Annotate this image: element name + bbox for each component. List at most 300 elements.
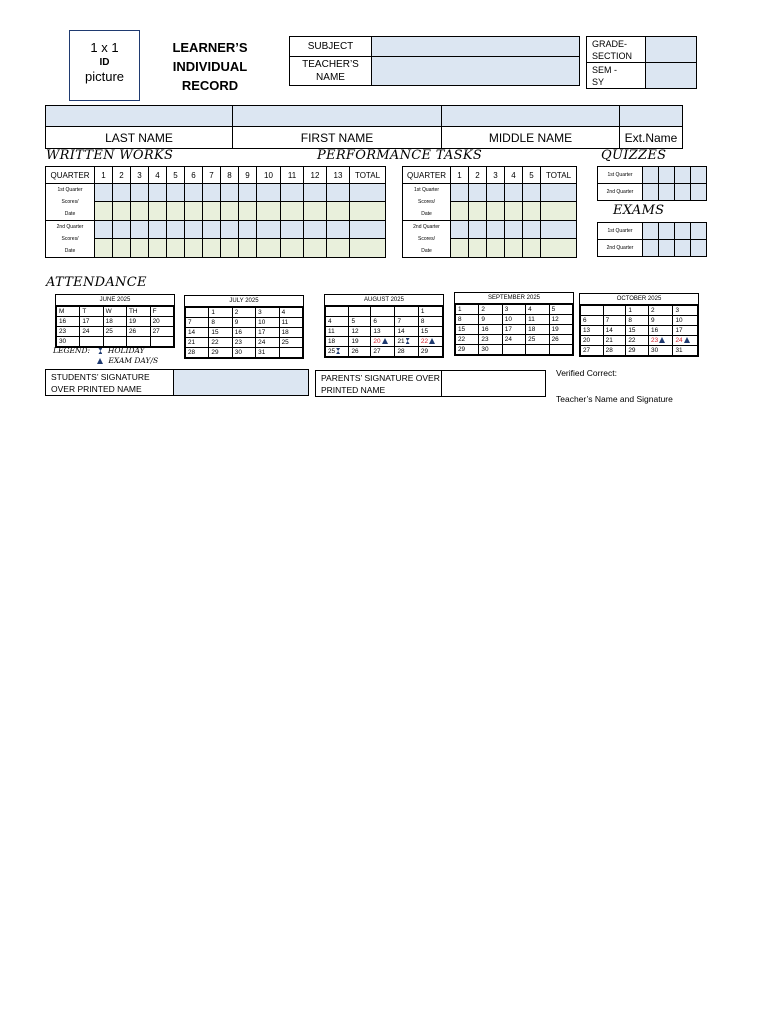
calendar-day: 23 xyxy=(57,327,80,337)
calendar-day: 20 xyxy=(150,317,173,327)
pt-date-cell[interactable] xyxy=(505,238,523,257)
calendar-day: 13 xyxy=(371,327,395,337)
ww-score-cell[interactable] xyxy=(304,184,327,202)
quiz-score-cell[interactable] xyxy=(691,167,707,184)
calendar-day: 28 xyxy=(186,348,209,358)
hourglass-icon xyxy=(98,348,102,354)
calendar-june xyxy=(55,294,175,348)
pt-quarter-header: QUARTER xyxy=(403,167,451,184)
ww-date-cell[interactable] xyxy=(167,238,185,257)
calendar-day: 8 xyxy=(418,317,442,327)
ww-date-cell[interactable] xyxy=(203,238,221,257)
calendar-day-number: 25 xyxy=(328,348,336,355)
exam-score-cell[interactable] xyxy=(675,223,691,240)
calendar-day: 31 xyxy=(256,348,279,358)
performance-tasks-table xyxy=(402,166,577,258)
exam-q1-label: 1st Quarter xyxy=(598,223,643,240)
ww-total-cell[interactable] xyxy=(350,184,386,202)
last-name-label: LAST NAME xyxy=(46,127,233,149)
calendar-day: 28 xyxy=(603,346,626,356)
calendar-day: 25 xyxy=(103,327,126,337)
page-title: LEARNER’S INDIVIDUAL RECORD xyxy=(172,40,248,93)
parent-signature-table xyxy=(315,370,546,397)
calendar-day: 19 xyxy=(126,317,150,327)
ww-q1-label: 1st Quarter Scores/ Date xyxy=(46,184,95,221)
ww-score-cell[interactable] xyxy=(239,184,257,202)
ww-score-cell[interactable] xyxy=(281,221,304,239)
calendar-day: 27 xyxy=(371,347,395,357)
pt-score-cell[interactable] xyxy=(523,221,541,239)
calendar-day: 30 xyxy=(232,348,255,358)
ww-date-cell[interactable] xyxy=(304,201,327,220)
student-signature-table xyxy=(45,369,309,396)
weekday-header: T xyxy=(80,307,103,317)
student-signature-label: STUDENTS’ SIGNATURE OVER PRINTED NAME xyxy=(46,370,174,396)
ww-col-header: 12 xyxy=(304,167,327,184)
calendar-day: 30 xyxy=(479,345,502,355)
calendar-day: 29 xyxy=(626,346,649,356)
ww-col-header: 13 xyxy=(327,167,350,184)
calendar-day-exam xyxy=(649,336,673,346)
calendar-month-title: JULY 2025 xyxy=(185,296,303,307)
legend-exam: EXAM DAY/S xyxy=(108,356,159,365)
calendar-day: 24 xyxy=(256,338,279,348)
calendar-day: 21 xyxy=(603,336,626,346)
legend xyxy=(53,346,158,366)
calendar-day: 5 xyxy=(549,305,572,315)
quiz-q1-label: 1st Quarter xyxy=(598,167,643,184)
pt-date-cell[interactable] xyxy=(487,238,505,257)
calendar-day: 14 xyxy=(603,326,626,336)
exam-score-cell[interactable] xyxy=(659,240,675,257)
ww-date-cell[interactable] xyxy=(304,238,327,257)
pt-col-header: 4 xyxy=(505,167,523,184)
ww-score-cell[interactable] xyxy=(281,184,304,202)
ww-date-cell[interactable] xyxy=(113,238,131,257)
ww-col-header: 8 xyxy=(221,167,239,184)
weekday-header: M xyxy=(57,307,80,317)
calendar-day: 29 xyxy=(209,348,232,358)
calendar-day: 19 xyxy=(349,337,371,347)
calendar-day: 11 xyxy=(279,318,302,328)
calendar-day: 29 xyxy=(418,347,442,357)
ww-score-cell[interactable] xyxy=(221,184,239,202)
calendar-day: 23 xyxy=(232,338,255,348)
parent-signature-field[interactable] xyxy=(442,371,546,397)
ww-score-cell[interactable] xyxy=(257,221,281,239)
id-size-label: 1 x 1 xyxy=(90,40,119,55)
ww-date-cell[interactable] xyxy=(203,201,221,220)
calendar-day xyxy=(526,345,549,355)
calendar-day: 8 xyxy=(626,316,649,326)
pt-col-header: 5 xyxy=(523,167,541,184)
calendar-day: 11 xyxy=(326,327,349,337)
ww-score-cell[interactable] xyxy=(203,184,221,202)
pt-date-cell[interactable] xyxy=(523,238,541,257)
calendar-day: 29 xyxy=(456,345,479,355)
ww-date-cell[interactable] xyxy=(95,201,113,220)
quiz-score-cell[interactable] xyxy=(659,167,675,184)
ww-score-cell[interactable] xyxy=(185,184,203,202)
calendar-day: 5 xyxy=(349,317,371,327)
calendar-day xyxy=(581,306,604,316)
calendar-day: 15 xyxy=(209,328,232,338)
calendar-day: 9 xyxy=(232,318,255,328)
ww-date-cell[interactable] xyxy=(281,201,304,220)
grade-sem-table xyxy=(586,36,697,89)
calendar-day: 6 xyxy=(371,317,395,327)
pt-date-cell[interactable] xyxy=(505,201,523,220)
calendar-day: 4 xyxy=(526,305,549,315)
sem-sy-label: SEM - SY xyxy=(587,63,646,89)
calendar-day: 6 xyxy=(581,316,604,326)
written-works-title: WRITTEN WORKS xyxy=(46,148,174,163)
id-label: ID xyxy=(99,57,110,68)
ww-date-cell[interactable] xyxy=(281,238,304,257)
ww-date-cell[interactable] xyxy=(327,201,350,220)
pt-date-cell[interactable] xyxy=(469,238,487,257)
ww-date-cell[interactable] xyxy=(327,238,350,257)
written-works-table xyxy=(45,166,386,258)
grade-section-label: GRADE- SECTION xyxy=(587,37,646,63)
calendar-september xyxy=(454,292,574,356)
calendar-day: 20 xyxy=(581,336,604,346)
calendar-day-number: 24 xyxy=(675,337,683,344)
attendance-title: ATTENDANCE xyxy=(46,275,147,290)
calendar-day: 17 xyxy=(502,325,525,335)
calendar-day: 2 xyxy=(479,305,502,315)
calendar-day: 22 xyxy=(626,336,649,346)
calendar-day: 2 xyxy=(649,306,673,316)
subject-teacher-table xyxy=(289,36,580,86)
calendar-day: 12 xyxy=(349,327,371,337)
calendar-day: 15 xyxy=(456,325,479,335)
calendar-october xyxy=(579,293,699,357)
quiz-score-cell[interactable] xyxy=(643,167,659,184)
ww-date-cell[interactable] xyxy=(149,201,167,220)
calendar-day: 26 xyxy=(549,335,572,345)
ww-score-cell[interactable] xyxy=(185,221,203,239)
teacher-name-label: TEACHER’S NAME xyxy=(290,57,372,86)
calendar-day: 11 xyxy=(526,315,549,325)
ww-date-cell[interactable] xyxy=(239,238,257,257)
ww-score-cell[interactable] xyxy=(149,221,167,239)
ww-col-header: 1 xyxy=(95,167,113,184)
calendar-day: 22 xyxy=(209,338,232,348)
pt-score-cell[interactable] xyxy=(487,184,505,202)
calendar-day xyxy=(371,307,395,317)
ww-score-cell[interactable] xyxy=(167,221,185,239)
ww-total-cell[interactable] xyxy=(350,221,386,239)
pt-col-header: 2 xyxy=(469,167,487,184)
middle-name-field[interactable] xyxy=(442,106,620,127)
pt-total-cell[interactable] xyxy=(541,184,577,202)
ww-date-cell[interactable] xyxy=(239,201,257,220)
verified-correct-label: Verified Correct: xyxy=(556,368,617,378)
calendar-day xyxy=(349,307,371,317)
calendar-day: 30 xyxy=(57,337,80,347)
pt-score-cell[interactable] xyxy=(451,184,469,202)
ww-col-header: 7 xyxy=(203,167,221,184)
ww-date-cell[interactable] xyxy=(221,238,239,257)
calendar-day: 26 xyxy=(126,327,150,337)
calendar-day: 4 xyxy=(279,308,302,318)
calendar-day: 27 xyxy=(150,327,173,337)
calendar-day: 18 xyxy=(526,325,549,335)
sem-sy-field[interactable] xyxy=(646,63,697,89)
middle-name-label: MIDDLE NAME xyxy=(442,127,620,149)
calendar-day: 8 xyxy=(456,315,479,325)
calendar-day-number: 21 xyxy=(397,338,405,345)
ww-quarter-header: QUARTER xyxy=(46,167,95,184)
calendar-day: 26 xyxy=(349,347,371,357)
calendar-day: 19 xyxy=(549,325,572,335)
calendar-day xyxy=(395,307,418,317)
calendar-day: 1 xyxy=(418,307,442,317)
pt-score-cell[interactable] xyxy=(505,221,523,239)
ww-date-cell[interactable] xyxy=(167,201,185,220)
ww-col-header: 9 xyxy=(239,167,257,184)
pt-date-cell[interactable] xyxy=(523,201,541,220)
pt-total-header: TOTAL xyxy=(541,167,577,184)
last-name-field[interactable] xyxy=(46,106,233,127)
grade-section-field[interactable] xyxy=(646,37,697,63)
legend-label: LEGEND: xyxy=(53,346,91,355)
calendar-day: 3 xyxy=(502,305,525,315)
pt-date-cell[interactable] xyxy=(451,201,469,220)
pt-date-cell[interactable] xyxy=(487,201,505,220)
calendar-day: 28 xyxy=(395,347,418,357)
quizzes-title: QUIZZES xyxy=(601,148,667,163)
pt-total-cell[interactable] xyxy=(541,221,577,239)
calendar-day-holiday xyxy=(326,347,349,357)
calendar-day: 7 xyxy=(395,317,418,327)
ww-date-cell[interactable] xyxy=(131,201,149,220)
exam-q2-label: 2nd Quarter xyxy=(598,240,643,257)
calendar-day: 27 xyxy=(581,346,604,356)
ext-name-field[interactable] xyxy=(620,106,683,127)
pt-score-cell[interactable] xyxy=(523,184,541,202)
pt-q2-label: 2nd Quarter Scores/ Date xyxy=(403,221,451,258)
ww-date-cell[interactable] xyxy=(221,201,239,220)
ww-date-cell[interactable] xyxy=(95,238,113,257)
calendar-day: 4 xyxy=(326,317,349,327)
ww-date-cell[interactable] xyxy=(185,238,203,257)
ww-col-header: 5 xyxy=(167,167,185,184)
calendar-month-title: JUNE 2025 xyxy=(56,295,174,306)
ww-score-cell[interactable] xyxy=(95,221,113,239)
calendar-month-title: SEPTEMBER 2025 xyxy=(455,293,573,304)
ww-score-cell[interactable] xyxy=(327,184,350,202)
exam-score-cell[interactable] xyxy=(691,240,707,257)
calendar-day xyxy=(279,348,302,358)
exam-score-cell[interactable] xyxy=(675,240,691,257)
quiz-q2-label: 2nd Quarter xyxy=(598,184,643,201)
ww-date-cell[interactable] xyxy=(131,238,149,257)
exam-score-cell[interactable] xyxy=(691,223,707,240)
ww-col-header: 10 xyxy=(257,167,281,184)
hourglass-icon xyxy=(406,338,410,344)
subject-field[interactable] xyxy=(372,37,580,57)
ww-total-cell[interactable] xyxy=(350,201,386,220)
pt-date-cell[interactable] xyxy=(469,201,487,220)
ww-date-cell[interactable] xyxy=(185,201,203,220)
calendar-day-exam xyxy=(418,337,442,347)
triangle-icon xyxy=(429,338,435,344)
calendar-day xyxy=(549,345,572,355)
first-name-field[interactable] xyxy=(233,106,442,127)
calendar-day: 9 xyxy=(649,316,673,326)
calendar-month-title: OCTOBER 2025 xyxy=(580,294,698,305)
calendar-july xyxy=(184,295,304,359)
calendar-day: 17 xyxy=(673,326,698,336)
calendar-day: 16 xyxy=(479,325,502,335)
parent-signature-label: PARENTS’ SIGNATURE OVER PRINTED NAME xyxy=(316,371,442,397)
calendar-day: 30 xyxy=(649,346,673,356)
pt-score-cell[interactable] xyxy=(487,221,505,239)
calendar-day: 25 xyxy=(526,335,549,345)
quiz-score-cell[interactable] xyxy=(675,167,691,184)
calendar-day: 7 xyxy=(186,318,209,328)
id-picture-box xyxy=(69,30,140,101)
ww-col-header: 11 xyxy=(281,167,304,184)
id-picture-label: picture xyxy=(84,69,125,84)
ww-score-cell[interactable] xyxy=(167,184,185,202)
ww-q2-label: 2nd Quarter Scores/ Date xyxy=(46,221,95,258)
calendar-day: 3 xyxy=(256,308,279,318)
ww-score-cell[interactable] xyxy=(239,221,257,239)
pt-col-header: 1 xyxy=(451,167,469,184)
pt-col-header: 3 xyxy=(487,167,505,184)
calendar-day xyxy=(150,337,173,347)
ww-score-cell[interactable] xyxy=(113,184,131,202)
ww-col-header: 3 xyxy=(131,167,149,184)
calendar-day-number: 23 xyxy=(651,337,659,344)
weekday-header: F xyxy=(150,307,173,317)
calendar-day: 12 xyxy=(549,315,572,325)
quiz-score-cell[interactable] xyxy=(659,184,675,201)
calendar-day: 10 xyxy=(256,318,279,328)
calendar-day-holiday xyxy=(395,337,418,347)
performance-tasks-title: PERFORMANCE TASKS xyxy=(317,148,483,163)
calendar-day-exam xyxy=(673,336,698,346)
ww-total-header: TOTAL xyxy=(350,167,386,184)
calendar-day: 2 xyxy=(232,308,255,318)
calendar-day xyxy=(326,307,349,317)
calendar-day: 18 xyxy=(279,328,302,338)
calendar-day: 18 xyxy=(103,317,126,327)
subject-label: SUBJECT xyxy=(290,37,372,57)
calendar-day xyxy=(186,308,209,318)
pt-date-cell[interactable] xyxy=(451,238,469,257)
calendar-day: 1 xyxy=(209,308,232,318)
ww-date-cell[interactable] xyxy=(257,201,281,220)
student-signature-field[interactable] xyxy=(174,370,309,396)
calendar-day: 18 xyxy=(326,337,349,347)
ww-score-cell[interactable] xyxy=(304,221,327,239)
calendar-august xyxy=(324,294,444,358)
teacher-signature-label: Teacher’s Name and Signature xyxy=(556,394,673,404)
teacher-name-field[interactable] xyxy=(372,57,580,86)
pt-score-cell[interactable] xyxy=(505,184,523,202)
calendar-day: 15 xyxy=(626,326,649,336)
exam-score-cell[interactable] xyxy=(643,240,659,257)
legend-holiday: HOLIDAY xyxy=(107,346,145,355)
calendar-day: 3 xyxy=(673,306,698,316)
ext-name-label: Ext.Name xyxy=(620,127,683,149)
ww-score-cell[interactable] xyxy=(257,184,281,202)
pt-score-cell[interactable] xyxy=(469,221,487,239)
ww-score-cell[interactable] xyxy=(149,184,167,202)
calendar-day: 23 xyxy=(479,335,502,345)
ww-date-cell[interactable] xyxy=(257,238,281,257)
calendar-day xyxy=(502,345,525,355)
weekday-header: W xyxy=(103,307,126,317)
pt-score-cell[interactable] xyxy=(451,221,469,239)
calendar-day: 14 xyxy=(395,327,418,337)
ww-score-cell[interactable] xyxy=(131,184,149,202)
quiz-score-cell[interactable] xyxy=(691,184,707,201)
ww-col-header: 6 xyxy=(185,167,203,184)
pt-total-cell[interactable] xyxy=(541,238,577,257)
ww-col-header: 2 xyxy=(113,167,131,184)
triangle-icon xyxy=(684,337,690,343)
calendar-day: 9 xyxy=(479,315,502,325)
exam-score-cell[interactable] xyxy=(659,223,675,240)
name-table xyxy=(45,105,683,149)
ww-col-header: 4 xyxy=(149,167,167,184)
pt-q1-label: 1st Quarter Scores/ Date xyxy=(403,184,451,221)
quiz-score-cell[interactable] xyxy=(643,184,659,201)
calendar-day: 21 xyxy=(186,338,209,348)
pt-score-cell[interactable] xyxy=(469,184,487,202)
triangle-icon xyxy=(659,337,665,343)
calendar-day-number: 22 xyxy=(420,338,429,345)
ww-score-cell[interactable] xyxy=(95,184,113,202)
calendar-day: 24 xyxy=(80,327,103,337)
ww-score-cell[interactable] xyxy=(203,221,221,239)
quiz-score-cell[interactable] xyxy=(675,184,691,201)
calendar-day-exam xyxy=(371,337,395,347)
ww-score-cell[interactable] xyxy=(113,221,131,239)
calendar-day xyxy=(603,306,626,316)
quizzes-table xyxy=(597,166,707,201)
calendar-day xyxy=(103,337,126,347)
ww-score-cell[interactable] xyxy=(221,221,239,239)
triangle-icon xyxy=(97,358,103,364)
calendar-day: 31 xyxy=(673,346,698,356)
calendar-day: 16 xyxy=(649,326,673,336)
calendar-day: 17 xyxy=(80,317,103,327)
ww-score-cell[interactable] xyxy=(327,221,350,239)
calendar-day xyxy=(80,337,103,347)
calendar-day: 25 xyxy=(279,338,302,348)
exams-table xyxy=(597,222,707,257)
ww-total-cell[interactable] xyxy=(350,238,386,257)
exam-score-cell[interactable] xyxy=(643,223,659,240)
calendar-day: 1 xyxy=(456,305,479,315)
ww-score-cell[interactable] xyxy=(131,221,149,239)
ww-date-cell[interactable] xyxy=(149,238,167,257)
calendar-month-title: AUGUST 2025 xyxy=(325,295,443,306)
ww-date-cell[interactable] xyxy=(113,201,131,220)
pt-total-cell[interactable] xyxy=(541,201,577,220)
weekday-header: TH xyxy=(126,307,150,317)
calendar-day: 24 xyxy=(502,335,525,345)
calendar-day: 16 xyxy=(232,328,255,338)
calendar-day: 7 xyxy=(603,316,626,326)
triangle-icon xyxy=(382,338,388,344)
